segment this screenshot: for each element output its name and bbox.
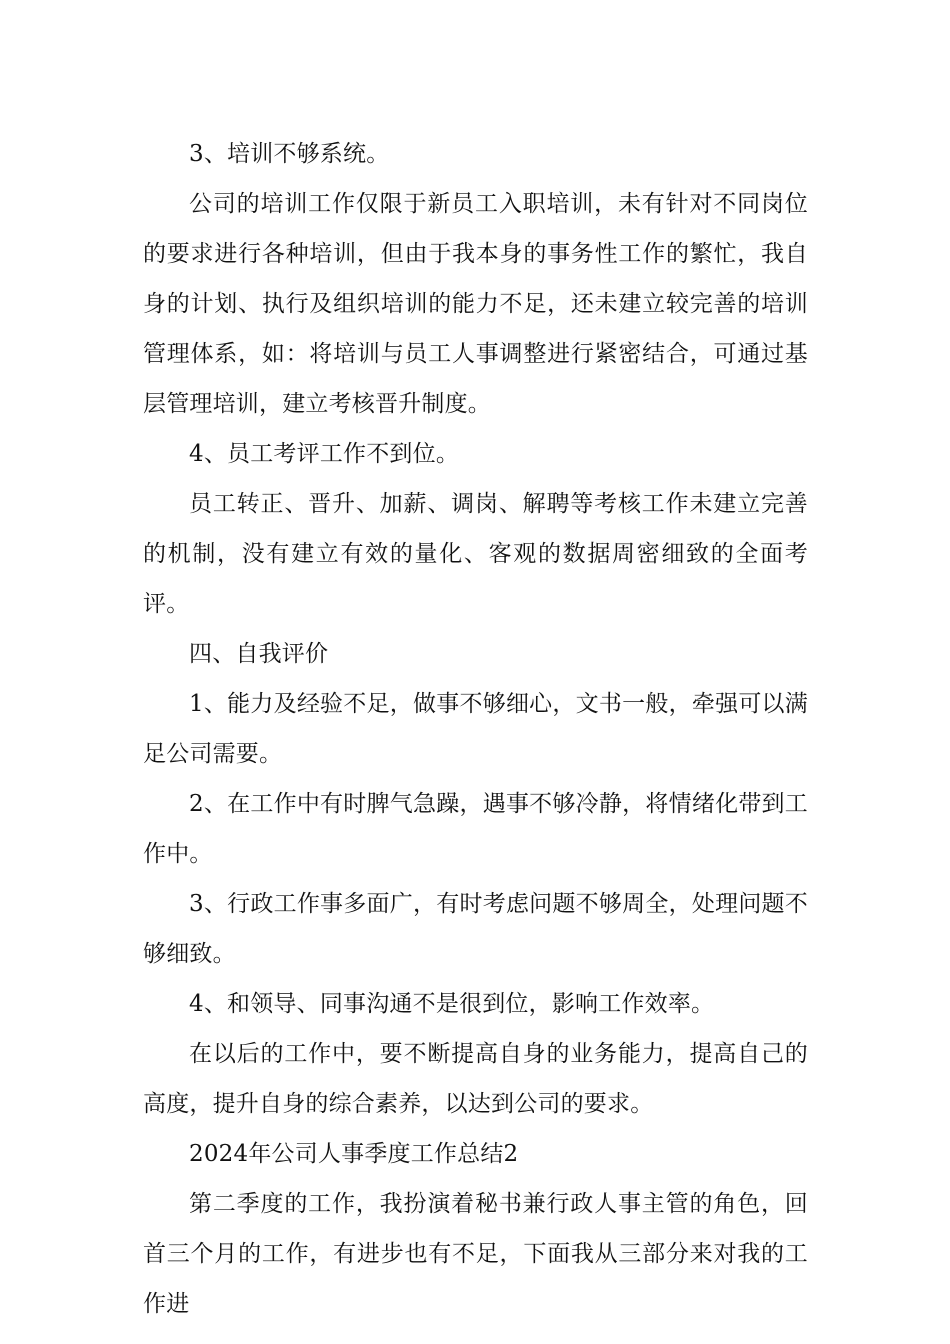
paragraph-training-detail: 公司的培训工作仅限于新员工入职培训，未有针对不同岗位的要求进行各种培训，但由于我本身的事务性工作的繁忙，我自身的计划、执行及组织培训的能力不足，还未建立较完善的培训管理体系，如：将培训与员工人事调整进行紧密结合，可通过基层管理培训，建立考核晋升制度。 — [143, 191, 808, 417]
paragraph-self-eval-2: 2、在工作中有时脾气急躁，遇事不够冷静，将情绪化带到工作中。 — [143, 791, 808, 867]
paragraph-second-quarter: 第二季度的工作，我扮演着秘书兼行政人事主管的角色，回首三个月的工作，有进步也有不足，下面我从三部分来对我的工作进 — [143, 1191, 808, 1317]
paragraph-self-eval-3: 3、行政工作事多面广，有时考虑问题不够周全，处理问题不够细致。 — [143, 891, 808, 967]
document-body — [143, 129, 808, 1329]
section-heading-self-evaluation: 四、自我评价 — [189, 641, 329, 667]
paragraph-future-goal: 在以后的工作中，要不断提高自身的业务能力，提高自己的高度，提升自身的综合素养，以达到公司的要求。 — [143, 1041, 808, 1117]
paragraph-training-heading: 3、培训不够系统。 — [189, 141, 390, 167]
paragraph-evaluation-detail: 员工转正、晋升、加薪、调岗、解聘等考核工作未建立完善的机制，没有建立有效的量化、客观的数据周密细致的全面考评。 — [143, 491, 808, 617]
paragraph-self-eval-1: 1、能力及经验不足，做事不够细心，文书一般，牵强可以满足公司需要。 — [143, 691, 808, 767]
paragraph-self-eval-4: 4、和领导、同事沟通不是很到位，影响工作效率。 — [189, 991, 715, 1017]
paragraph-evaluation-heading: 4、员工考评工作不到位。 — [189, 441, 460, 467]
document-subtitle: 2024年公司人事季度工作总结2 — [189, 1141, 519, 1167]
